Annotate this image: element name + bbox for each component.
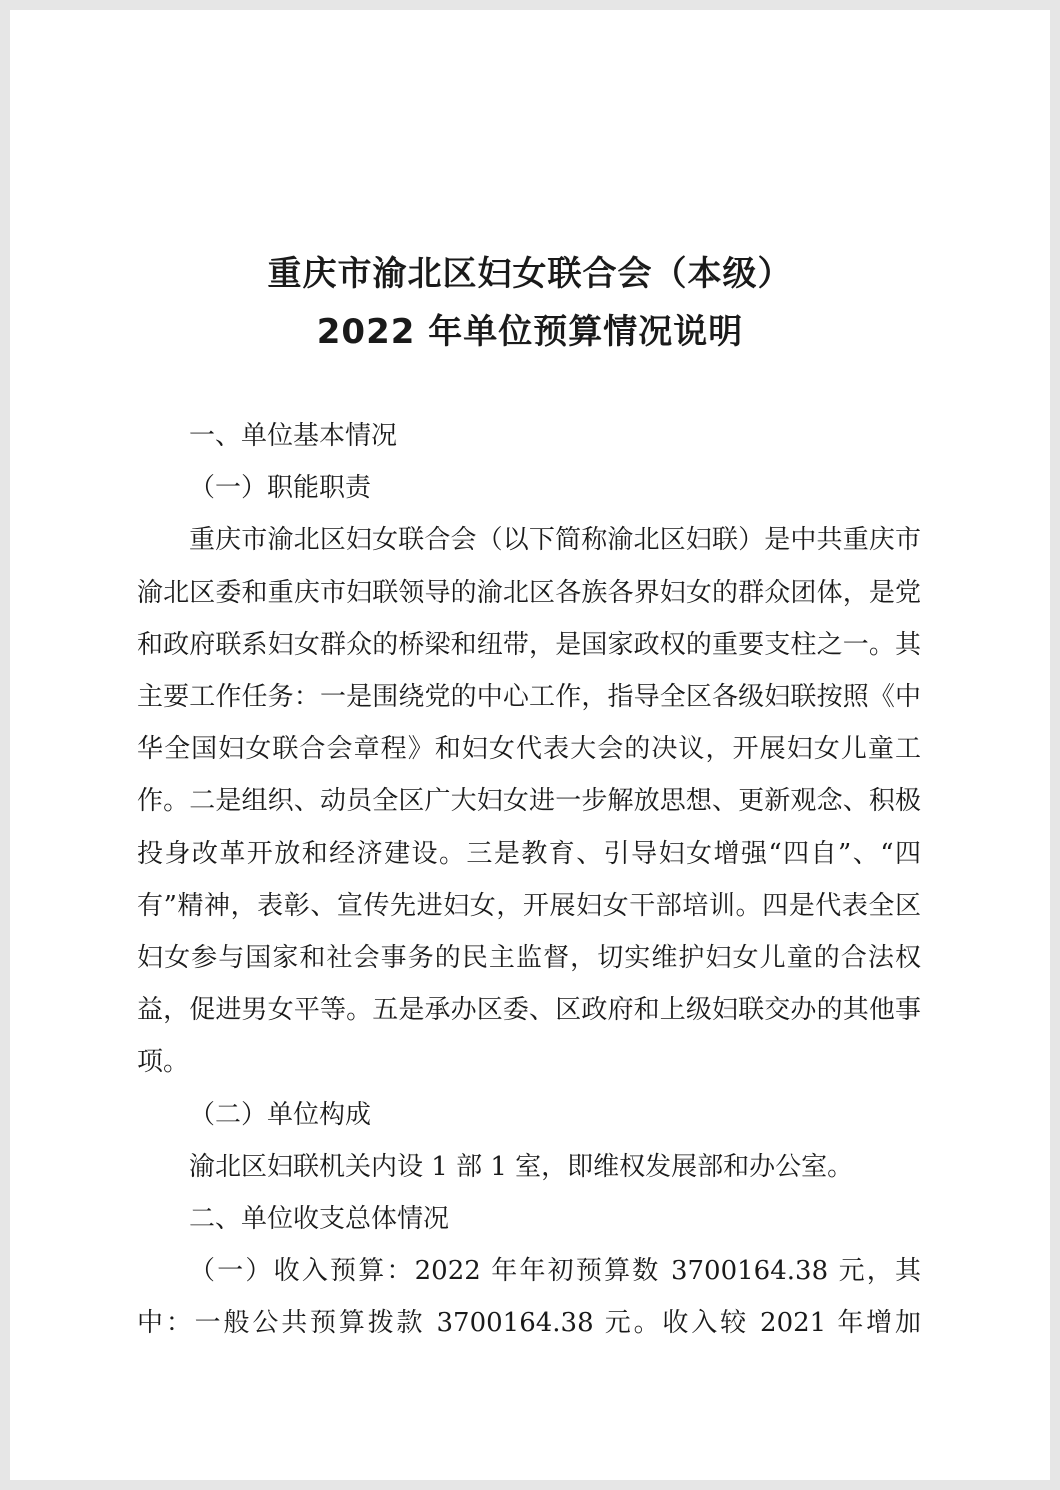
section-heading-budget-overview: 二、单位收支总体情况 bbox=[189, 1204, 450, 1235]
paragraph-composition: 渝北区妇联机关内设 1 部 1 室，即维权发展部和办公室。 bbox=[189, 1151, 854, 1182]
document-page bbox=[10, 10, 1050, 1480]
section-heading-basic-info: 一、单位基本情况 bbox=[189, 421, 398, 451]
subsection-heading-functions: （一）职能职责 bbox=[189, 473, 372, 504]
document-body bbox=[137, 410, 921, 1350]
document-title-line-2: 2022 年单位预算情况说明 bbox=[316, 312, 744, 352]
paragraph-functions: 重庆市渝北区妇女联合会（以下简称渝北区妇联）是中共重庆市渝北区委和重庆市妇联领导的渝北区各族各界妇女的群众团体，是党和政府联系妇女群众的桥梁和纽带，是国家政权的重要支柱之一。其主要工作任务：一是围绕党的中心工作，指导全区各级妇联按照《中华全国妇女联合会章程》和妇女代表大会的决议，开展妇女儿童工作。二是组织、动员全区广大妇女进一步解放思想、更新观念、积极投身改革开放和经济建设。三是教育、引导妇女增强“四自”、“四有”精神，表彰、宣传先进妇女，开展妇女干部培训。四是代表全区妇女参与国家和社会事务的民主监督，切实维护妇女儿童的合法权益，促进男女平等。五是承办区委、区政府和上级妇联交办的其他事项。 bbox=[137, 525, 921, 1078]
subsection-heading-composition: （二）单位构成 bbox=[189, 1099, 372, 1130]
document-title-line-1: 重庆市渝北区妇女联合会（本级） bbox=[267, 254, 793, 294]
paragraph-income-budget: （一）收入预算：2022 年年初预算数 3700164.38 元，其中：一般公共预算拨款 3700164.38 元。收入较 2021 年增加 bbox=[137, 1256, 921, 1339]
